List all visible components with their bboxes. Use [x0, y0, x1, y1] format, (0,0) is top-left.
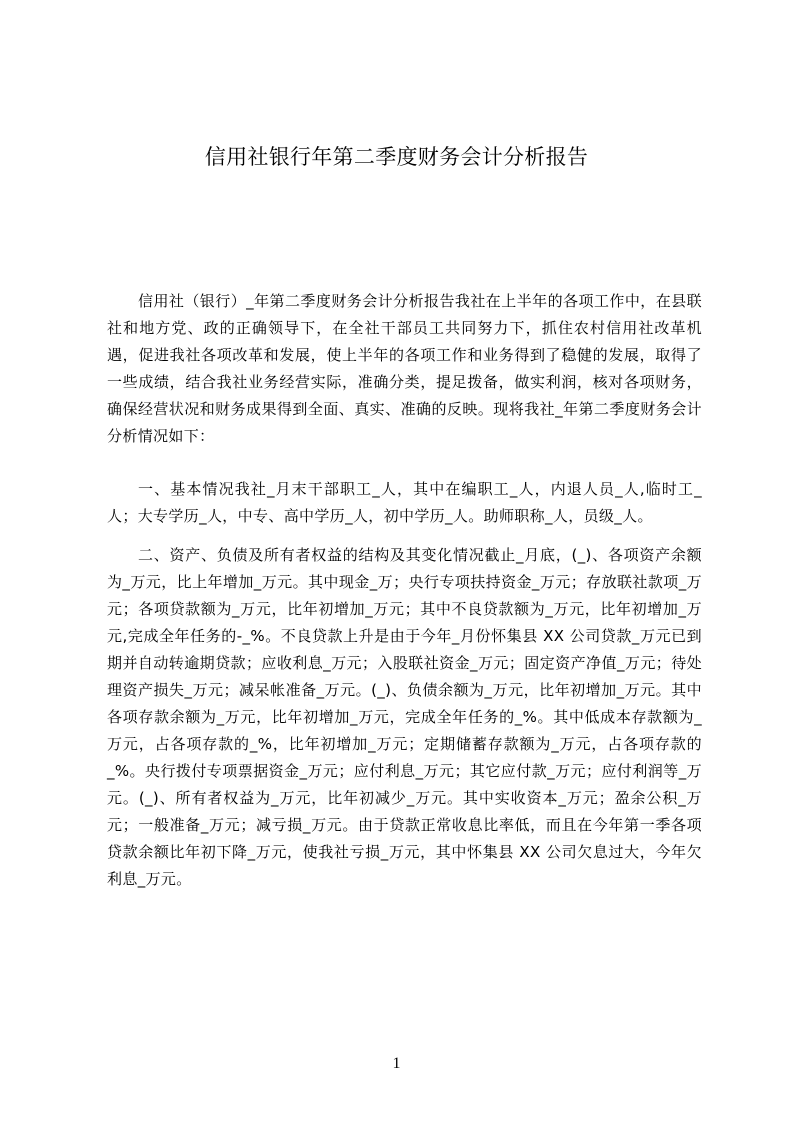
paragraph-assets-liabilities: 二、资产、负债及所有者权益的结构及其变化情况截止_月底，(_)、各项资产余额为_万元，比上年增加_万元。其中现金_万；央行专项扶持资金_万元；存放联社款项_万元；各项贷款额为_万元，比年初增加_万元；其中不良贷款额为_万元，比年初增加_万元,完成全年任务的-_%。不良贷款上升是由于今年_月份怀集县 XX 公司贷款_万元已到期并自动转逾期贷款；应收利息_万元；入股联社资金_万元；固定资产净值_万元；待处理资产损失_万元；减呆帐准备_万元。(_)、负债余额为_万元，比年初增加_万元。其中各项存款余额为_万元，比年初增加_万元，完成全年任务的_%。其中低成本存款额为_万元，占各项存款的_%，比年初增加_万元；定期储蓄存款额为_万元，占各项存款的_%。央行拨付专项票据资金_万元；应付利息_万元；其它应付款_万元；应付利润等_万元。(_)、所有者权益为_万元，比年初减少_万元。其中实收资本_万元；盈余公积_万元；一般准备_万元；减亏损_万元。由于贷款正常收息比率低，而且在今年第一季各项贷款余额比年初下降_万元，使我社亏损_万元，其中怀集县 XX 公司欠息过大，今年欠利息_万元。	[107, 546, 702, 888]
document-title: 信用社银行年第二季度财务会计分析报告	[204, 145, 589, 169]
paragraph-introduction: 信用社（银行）_年第二季度财务会计分析报告我社在上半年的各项工作中，在县联社和地方党、政的正确领导下，在全社干部员工共同努力下，抓住农村信用社改革机遇，促进我社各项改革和发展，使上半年的各项工作和业务得到了稳健的发展，取得了一些成绩，结合我社业务经营实际，准确分类，提足拨备，做实利润，核对各项财务，确保经营状况和财务成果得到全面、真实、准确的反映。现将我社_年第二季度财务会计分析情况如下：	[107, 292, 702, 445]
paragraph-basic-situation: 一、基本情况我社_月末干部职工_人，其中在编职工_人，内退人员_人,临时工_人；大专学历_人，中专、高中学历_人，初中学历_人。助师职称_人，员级_人。	[107, 480, 702, 525]
page-number: 1	[392, 1055, 401, 1072]
